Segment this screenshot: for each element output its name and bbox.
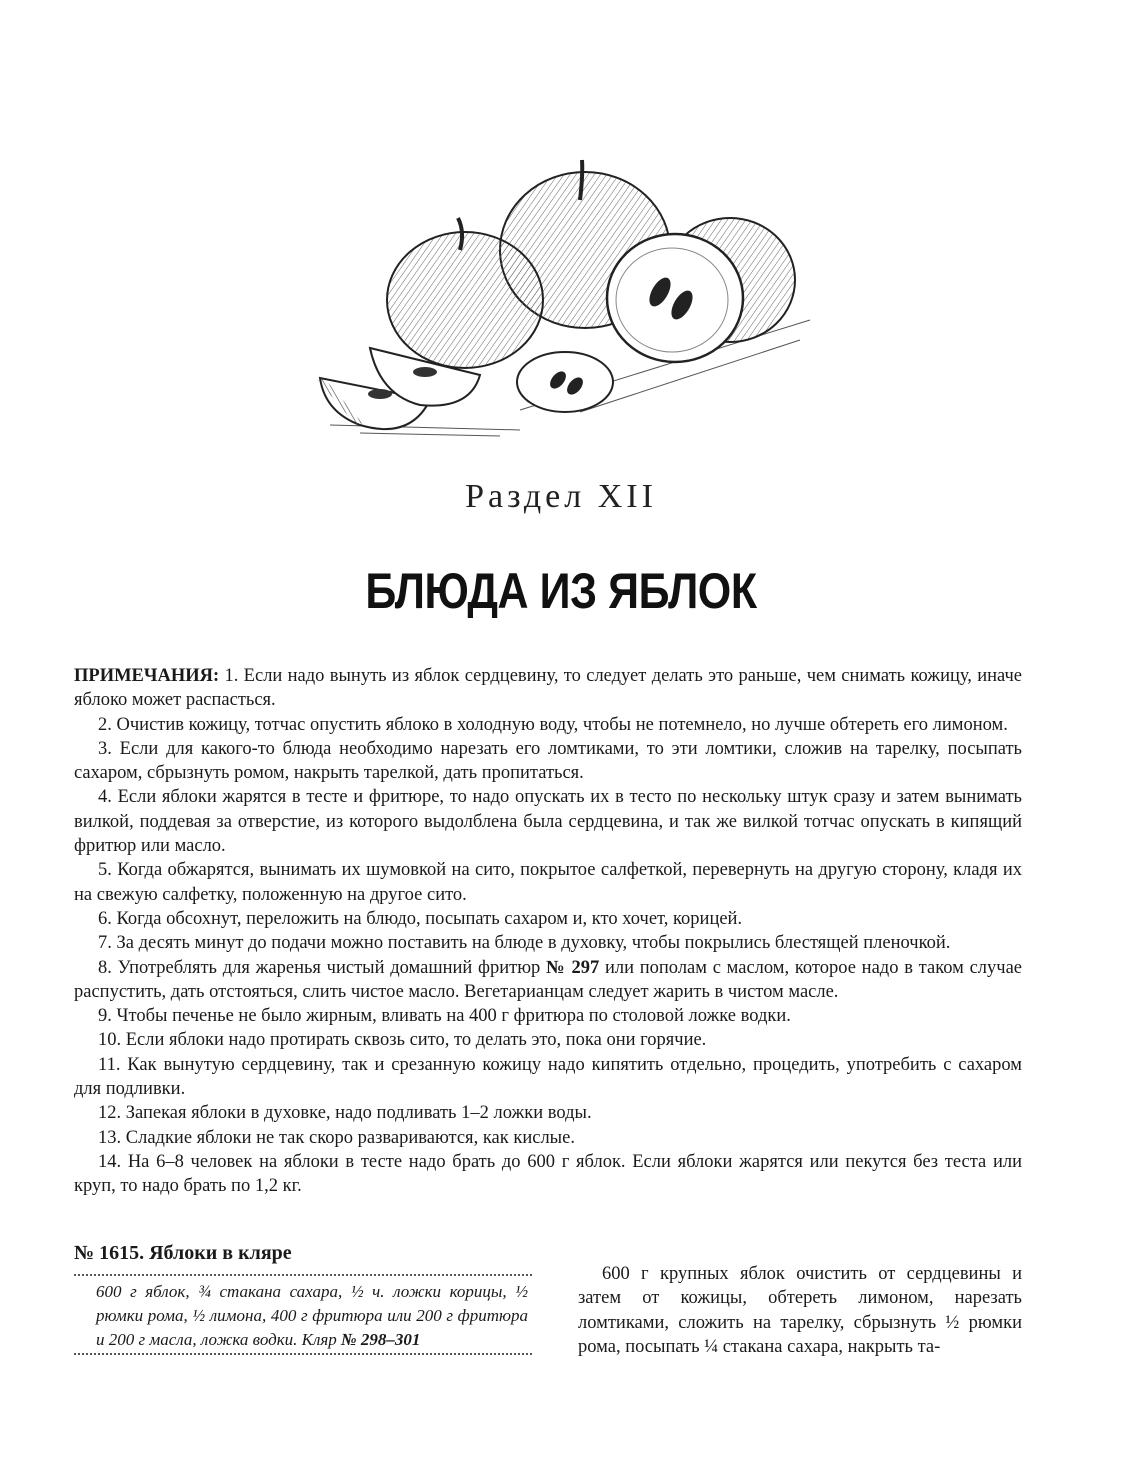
note-item: [74, 664, 1022, 713]
note-item: 2. Очистив кожицу, тотчас опустить яблоко в холодную воду, чтобы не потемнело, но лучше обтереть его лимоном.: [98, 714, 1008, 735]
note-item: 11. Как вынутую сердцевину, так и срезанную кожицу надо кипятить отдельно, процедить, употребить с сахаром для подливки.: [74, 1054, 1022, 1100]
note-text: 8. Употреблять для жаренья чистый домашний фритюр: [98, 957, 547, 978]
note-text: или пополам с маслом, которое надо в таком случае распустить, дать отстояться, слить чистое масло. Вегетарианцам следует жарить в чистом масле.: [74, 957, 1023, 1002]
note-item: 4. Если яблоки жарятся в тесте и фритюре, то надо опускать их в тесто по нескольку штук сразу и затем вынимать вилкой, поддевая за отверстие, из которого выдолблена была сердцевина, и так же вилкой тотчас опускать в кипящий фритюр или масло.: [74, 787, 1022, 857]
note-item: 12. Запекая яблоки в духовке, надо подливать 1–2 ложки воды.: [98, 1103, 592, 1124]
note-item: 6. Когда обсохнут, переложить на блюдо, посыпать сахаром и, кто хочет, корицей.: [98, 908, 743, 929]
note-item: 3. Если для какого-то блюда необходимо нарезать его ломтиками, то эти ломтики, сложив на тарелку, посыпать сахаром, сбрызнуть ромом, накрыть тарелкой, дать пропитаться.: [74, 738, 1022, 784]
ingredients-text: 600 г яблок, ¾ стакана сахара, ½ ч. ложки корицы, ½ рюмки рома, ½ лимона, 400 г фритюра или 200 г фритюра и 200 г масла, ложка водки. Кляр: [96, 1282, 528, 1349]
note-item: 14. На 6–8 человек на яблоки в тесте надо брать до 600 г яблок. Если яблоки жарятся или пекутся без теста или круп, то надо брать по 1,2 кг.: [74, 1151, 1022, 1197]
recipe-ref: № 297: [546, 957, 600, 978]
section-label: Раздел XII: [465, 478, 657, 515]
divider-bottom: [74, 1353, 532, 1355]
apple-half: [607, 234, 743, 362]
recipe-ingredients: [96, 1280, 528, 1352]
note-item: 9. Чтобы печенье не было жирным, вливать на 400 г фритюра по столовой ложке водки.: [98, 1006, 791, 1027]
recipe-ref: № 298–301: [341, 1330, 421, 1349]
note-item: 7. За десять минут до подачи можно поставить на блюде в духовку, чтобы покрылись блестящей пленочкой.: [98, 933, 951, 954]
recipe-method: [578, 1262, 1022, 1360]
note-item: 13. Сладкие яблоки не так скоро развариваются, как кислые.: [98, 1127, 575, 1148]
apple-small-half: [517, 352, 613, 412]
method-text: 600 г крупных яблок очистить от сердцевины и затем от кожицы, обтереть лимоном, нарезать ломтиками, сложить на тарелку, сбрызнуть ½ рюмки рома, посыпать ¼ стакана сахара, накрыть та-: [578, 1264, 1022, 1358]
note-item: 5. Когда обжарятся, вынимать их шумовкой на сито, покрытое салфеткой, перевернуть на другую сторону, кладя их на свежую салфетку, положенную на другое сито.: [74, 860, 1022, 905]
divider-top: [74, 1274, 532, 1276]
notes-label: ПРИМЕЧАНИЯ:: [74, 666, 220, 686]
apples-illustration: [300, 150, 820, 450]
note-text: 1. Если надо вынуть из яблок сердцевину, то следует делать это раньше, чем снимать кожицу, иначе яблоко может распасться.: [74, 666, 1023, 711]
note-item: 10. Если яблоки надо протирать сквозь сито, то делать это, пока они горячие.: [98, 1030, 707, 1051]
chapter-title: БЛЮДА ИЗ ЯБЛОК: [365, 563, 757, 619]
notes-block: [74, 664, 1022, 1199]
note-item: [74, 956, 1022, 1005]
recipe-heading: № 1615. Яблоки в кляре: [74, 1242, 292, 1264]
